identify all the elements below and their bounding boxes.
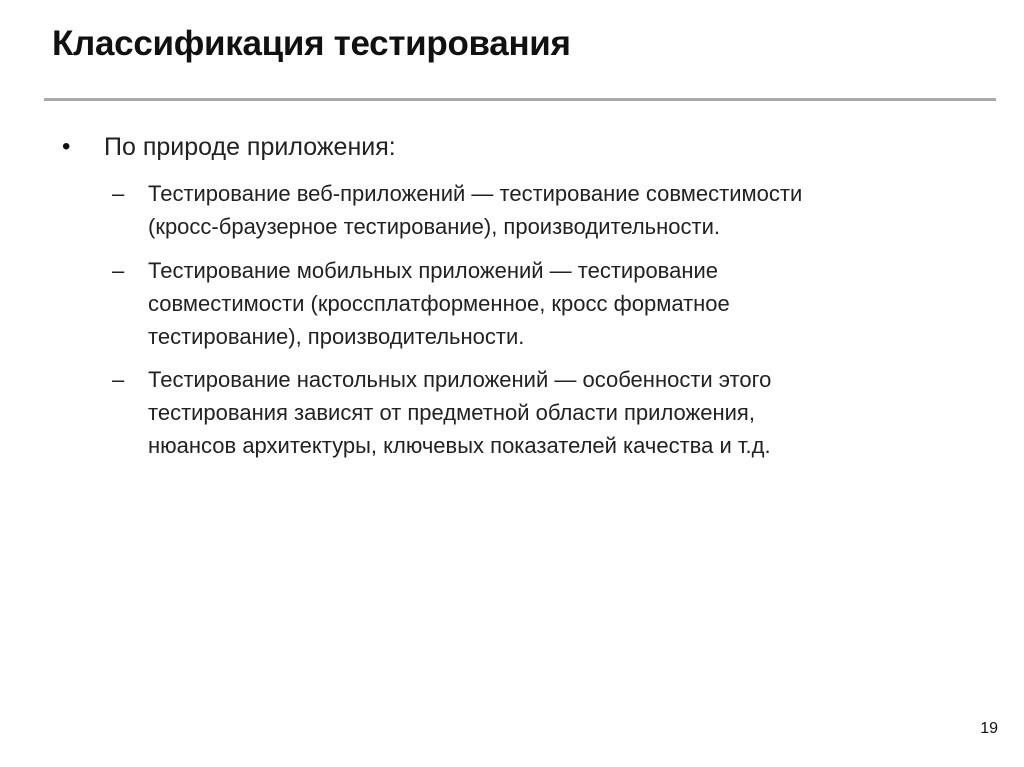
sub-item-line: тестирование), производительности.	[148, 324, 525, 349]
sub-item-desktop	[112, 363, 938, 462]
title-divider	[44, 98, 996, 101]
sub-item-web	[112, 177, 938, 243]
sub-item-text	[148, 254, 938, 353]
page-number: 19	[980, 720, 998, 737]
sub-item-mobile	[112, 254, 938, 353]
sub-item-marker: –	[112, 258, 125, 283]
sub-item-line: (кросс-браузерное тестирование), производительности.	[148, 214, 720, 239]
sub-item-line: совместимости (кроссплатформенное, кросс форматное	[148, 291, 730, 316]
sub-item-line: Тестирование веб-приложений — тестирование совместимости	[148, 181, 803, 206]
bullet-marker: •	[62, 133, 71, 160]
slide-title: Классификация тестирования	[52, 24, 571, 63]
sub-item-marker: –	[112, 367, 125, 392]
sub-item-text	[148, 177, 938, 243]
bullet-text: По природе приложения:	[104, 133, 396, 161]
sub-item-line: Тестирование настольных приложений — особенности этого	[148, 367, 772, 392]
bullet-item	[62, 132, 396, 162]
sub-item-line: Тестирование мобильных приложений — тестирование	[148, 258, 719, 283]
sub-item-marker: –	[112, 181, 125, 206]
sub-item-line: нюансов архитектуры, ключевых показателей качества и т.д.	[148, 433, 771, 458]
sub-item-text	[148, 363, 938, 462]
sub-item-line: тестирования зависят от предметной области приложения,	[148, 400, 755, 425]
